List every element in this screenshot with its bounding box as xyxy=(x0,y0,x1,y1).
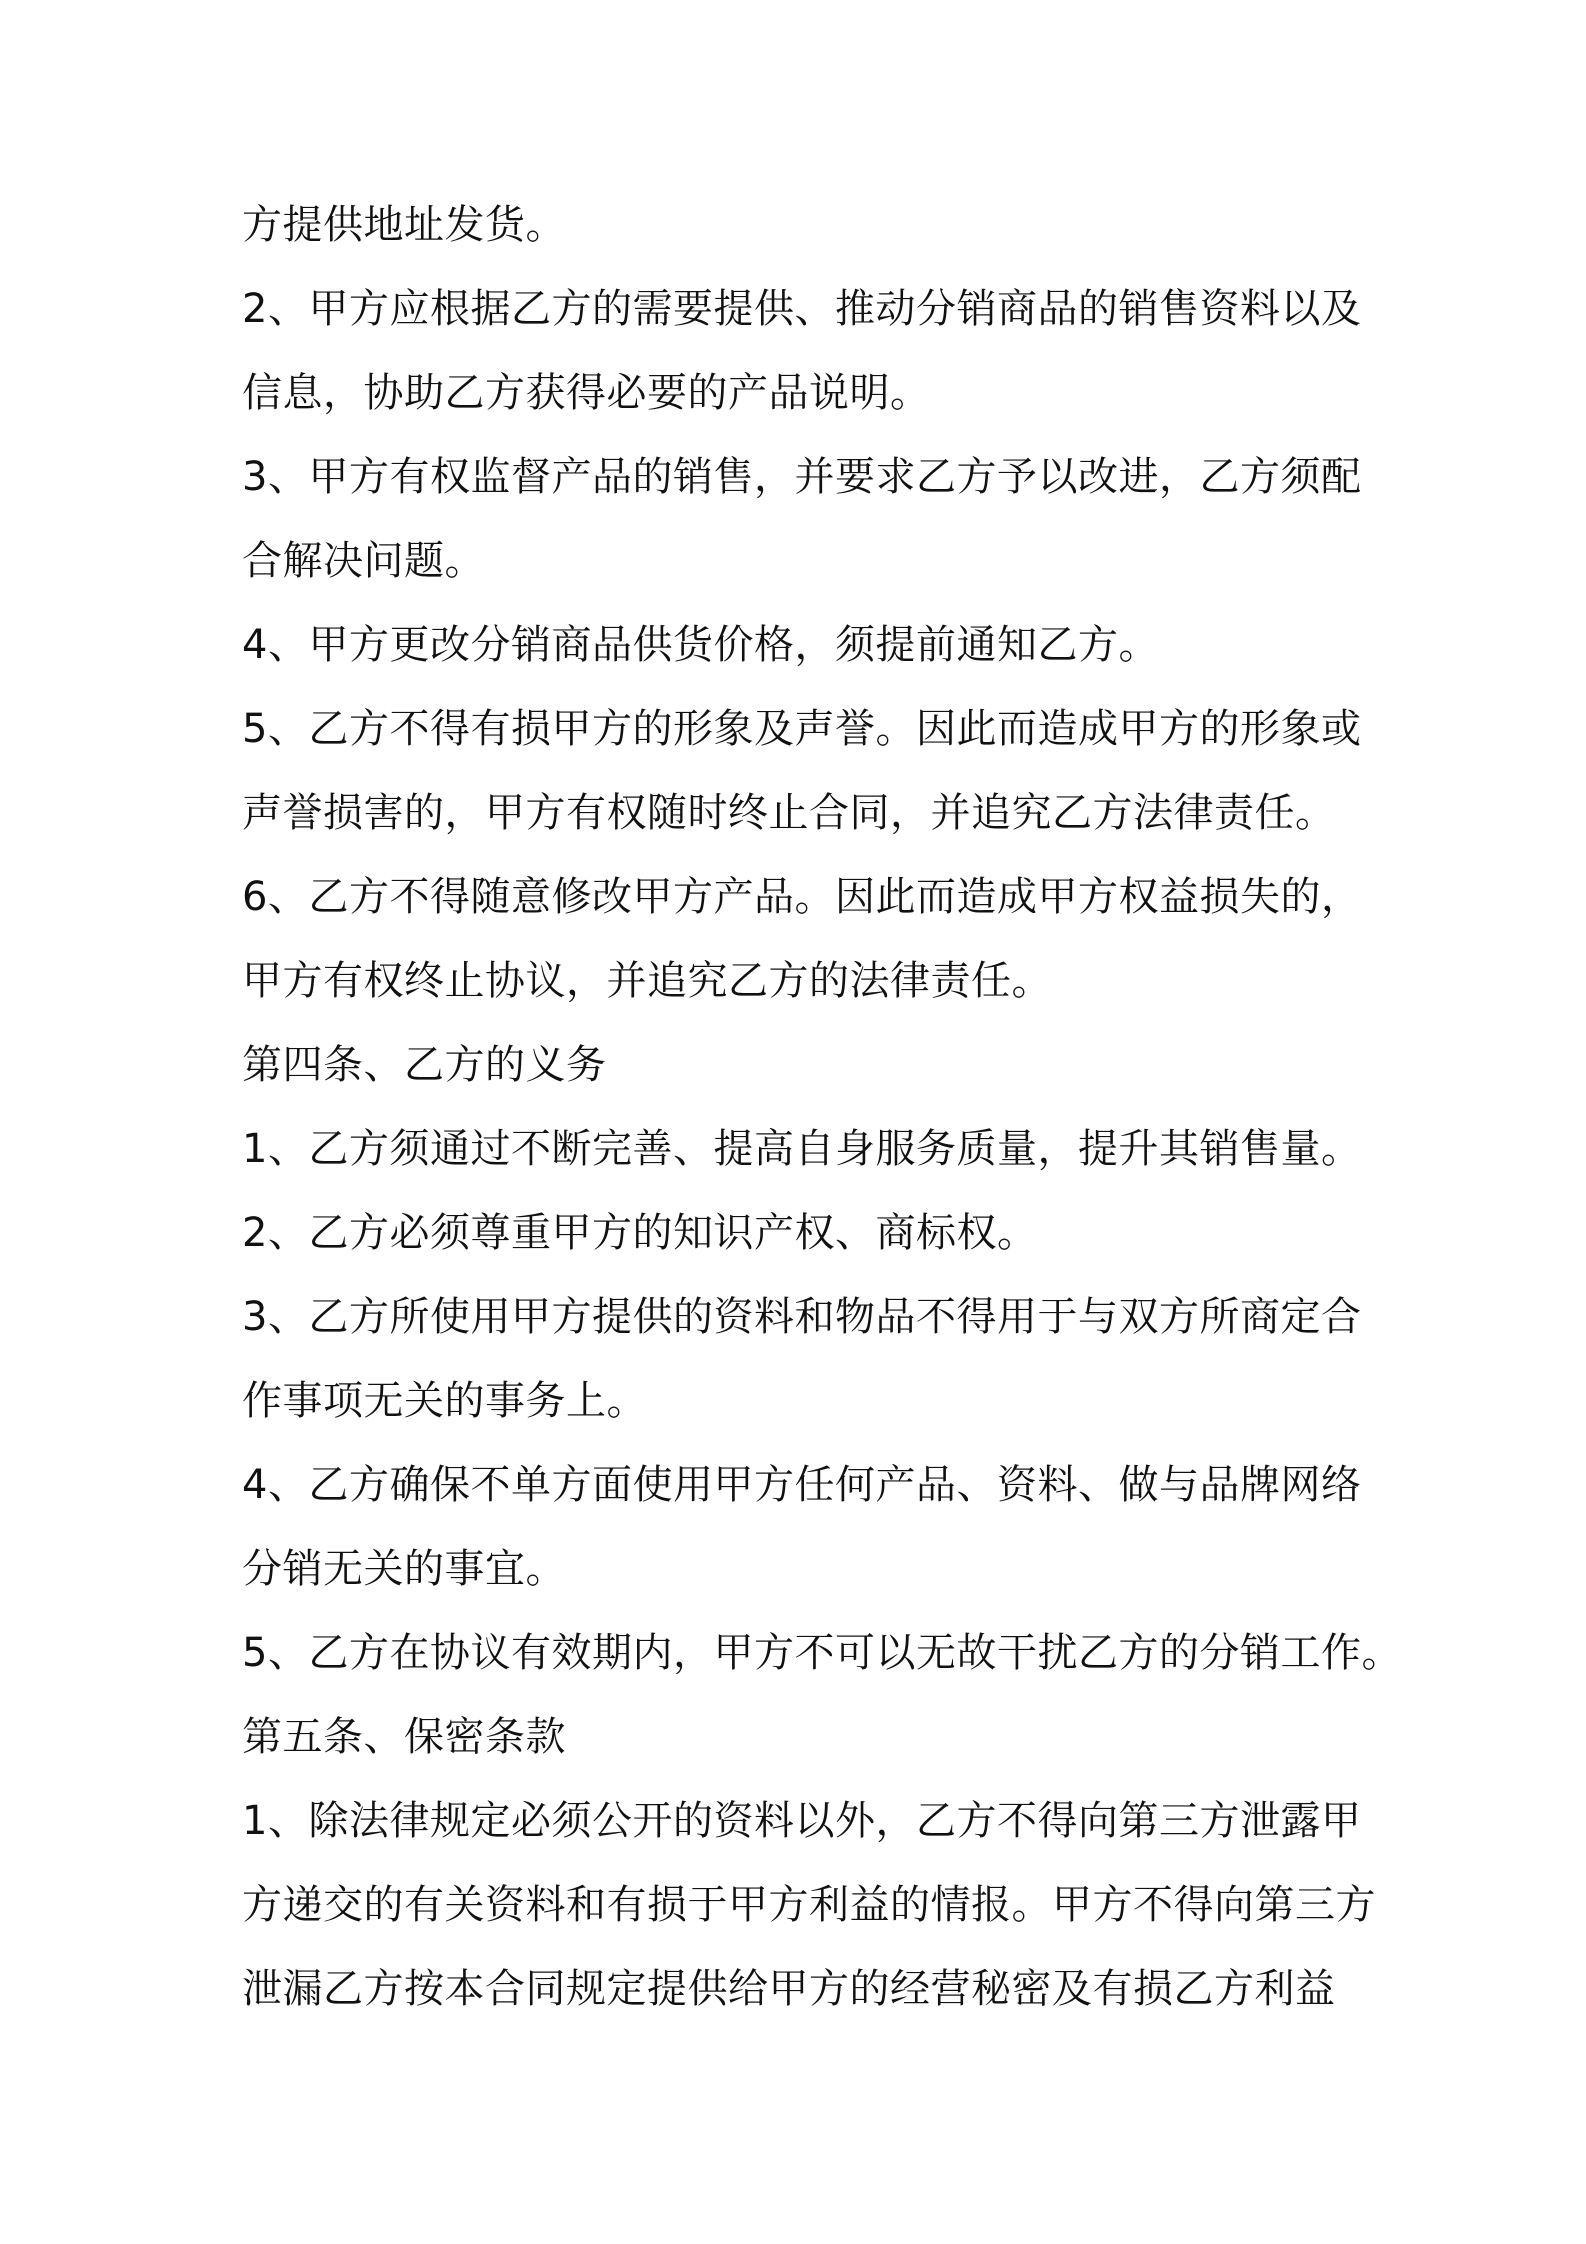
text-line: 3、甲方有权监督产品的销售，并要求乙方予以改进，乙方须配 xyxy=(242,454,1362,500)
text-line: 方递交的有关资料和有损于甲方利益的情报。甲方不得向第三方 xyxy=(242,1882,1376,1928)
text-line: 1、除法律规定必须公开的资料以外，乙方不得向第三方泄露甲 xyxy=(242,1798,1362,1844)
text-line: 1、乙方须通过不断完善、提高自身服务质量，提升其销售量。 xyxy=(242,1126,1362,1172)
text-line: 5、乙方在协议有效期内，甲方不可以无故干扰乙方的分销工作。 xyxy=(242,1630,1402,1676)
text-line: 泄漏乙方按本合同规定提供给甲方的经营秘密及有损乙方利益 xyxy=(242,1966,1336,2012)
text-line: 4、甲方更改分销商品供货价格，须提前通知乙方。 xyxy=(242,622,1159,668)
text-line: 4、乙方确保不单方面使用甲方任何产品、资料、做与品牌网络 xyxy=(242,1462,1362,1508)
text-line: 方提供地址发货。 xyxy=(242,202,566,248)
text-line: 作事项无关的事务上。 xyxy=(242,1378,647,1424)
text-line: 甲方有权终止协议，并追究乙方的法律责任。 xyxy=(242,958,1052,1004)
text-line: 合解决问题。 xyxy=(242,538,485,584)
text-line: 2、甲方应根据乙方的需要提供、推动分销商品的销售资料以及 xyxy=(242,286,1362,332)
text-line: 信息，协助乙方获得必要的产品说明。 xyxy=(242,370,931,416)
section-heading: 第四条、乙方的义务 xyxy=(242,1042,607,1088)
section-heading: 第五条、保密条款 xyxy=(242,1714,566,1760)
text-line: 5、乙方不得有损甲方的形象及声誉。因此而造成甲方的形象或 xyxy=(242,706,1362,752)
text-line: 分销无关的事宜。 xyxy=(242,1546,566,1592)
document-body xyxy=(242,195,1402,2043)
text-line: 3、乙方所使用甲方提供的资料和物品不得用于与双方所商定合 xyxy=(242,1294,1362,1340)
text-line: 6、乙方不得随意修改甲方产品。因此而造成甲方权益损失的， xyxy=(242,874,1362,920)
text-line: 2、乙方必须尊重甲方的知识产权、商标权。 xyxy=(242,1210,1038,1256)
text-line: 声誉损害的，甲方有权随时终止合同，并追究乙方法律责任。 xyxy=(242,790,1336,836)
